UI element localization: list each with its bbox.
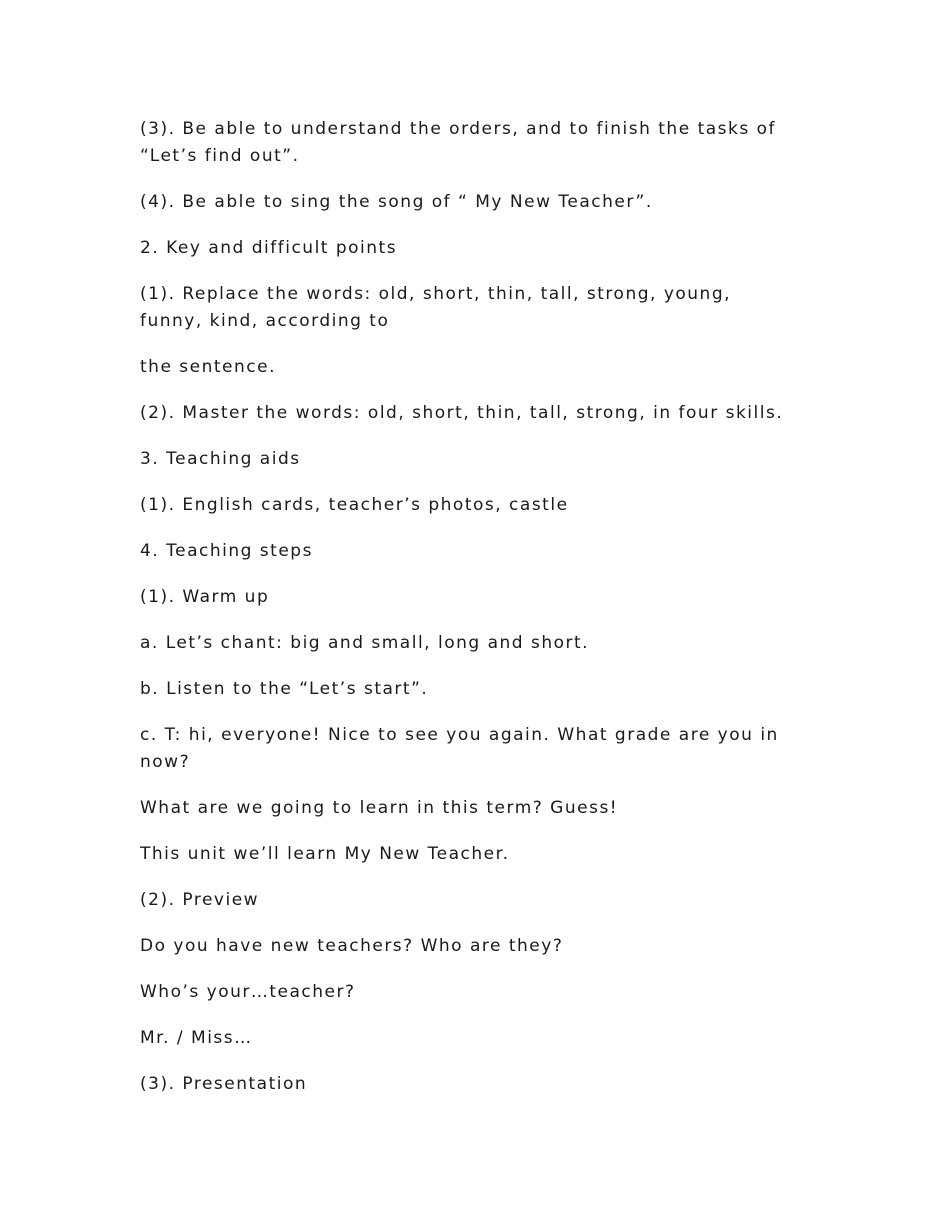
key-point-2: (2). Master the words: old, short, thin, tall, strong, in four skills.	[140, 403, 784, 423]
warm-up-unit-intro: This unit we’ll learn My New Teacher.	[140, 844, 510, 864]
warm-up-item-c: c. T: hi, everyone! Nice to see you again. What grade are you in now?	[140, 725, 779, 772]
step-warm-up: (1). Warm up	[140, 587, 270, 607]
objective-3: (3). Be able to understand the orders, and to finish the tasks of “Let’s find out”.	[140, 119, 777, 166]
section-heading-key-points: 2. Key and difficult points	[140, 238, 398, 258]
step-presentation: (3). Presentation	[140, 1074, 308, 1094]
preview-answer: Mr. / Miss…	[140, 1028, 253, 1048]
teaching-aid-1: (1). English cards, teacher’s photos, castle	[140, 495, 569, 515]
section-heading-teaching-aids: 3. Teaching aids	[140, 449, 301, 469]
section-heading-teaching-steps: 4. Teaching steps	[140, 541, 313, 561]
warm-up-item-a: a. Let’s chant: big and small, long and short.	[140, 633, 590, 653]
warm-up-question: What are we going to learn in this term? Guess!	[140, 798, 619, 818]
step-preview: (2). Preview	[140, 890, 260, 910]
key-point-1-continued: the sentence.	[140, 357, 277, 377]
preview-question-1: Do you have new teachers? Who are they?	[140, 936, 564, 956]
warm-up-item-b: b. Listen to the “Let’s start”.	[140, 679, 429, 699]
key-point-1: (1). Replace the words: old, short, thin, tall, strong, young, funny, kind, according to	[140, 284, 732, 331]
document-body	[140, 116, 800, 1117]
objective-4: (4). Be able to sing the song of “ My New Teacher”.	[140, 192, 653, 212]
preview-question-2: Who’s your…teacher?	[140, 982, 356, 1002]
